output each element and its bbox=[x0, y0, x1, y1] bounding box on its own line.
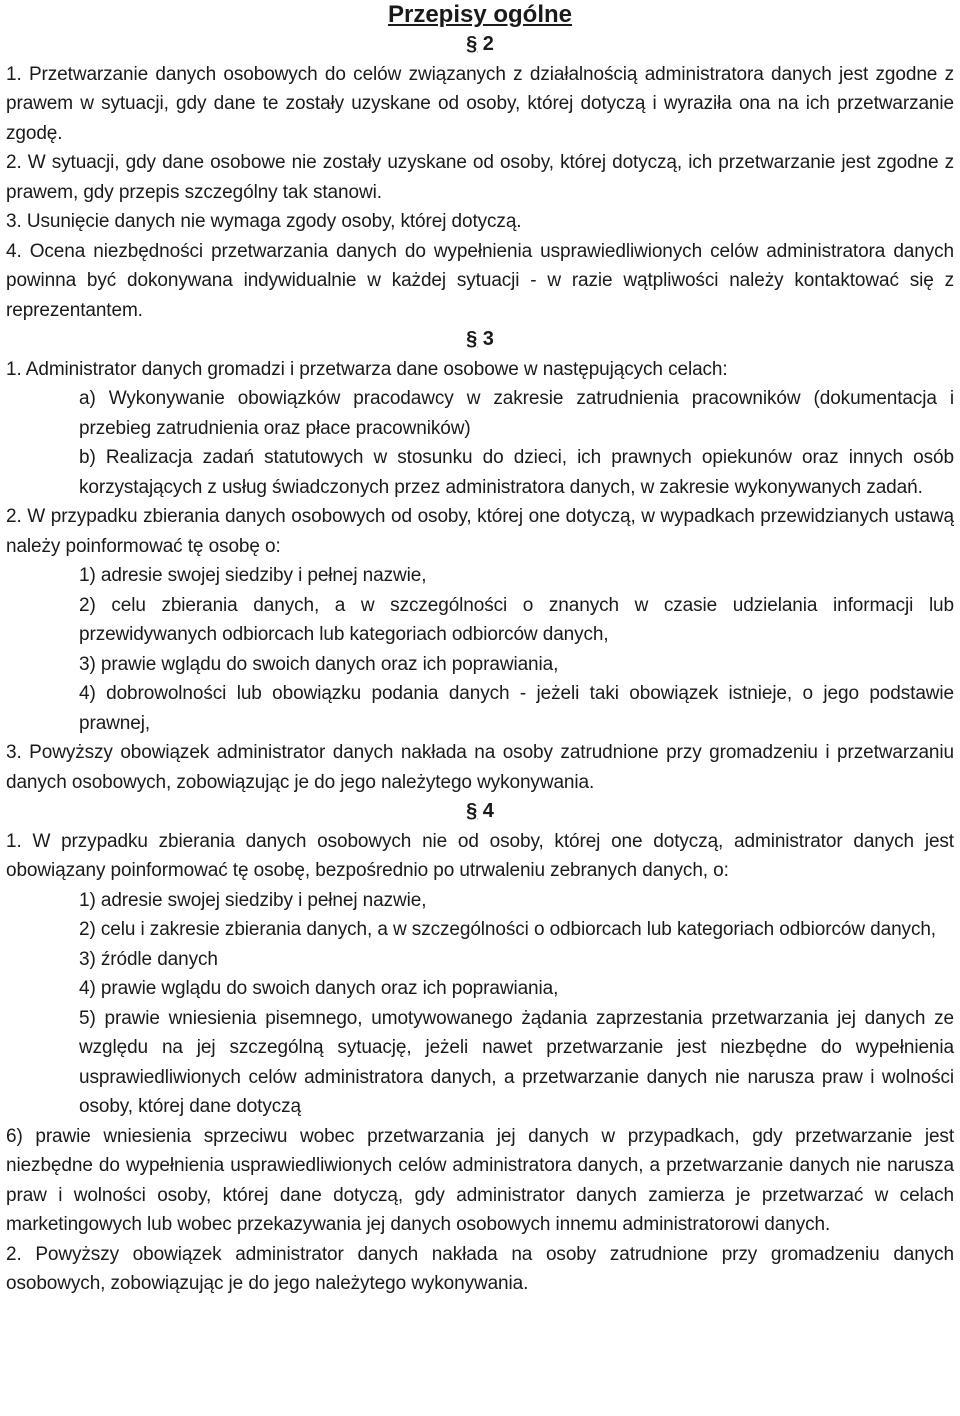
section-4-item-4: 4) prawie wglądu do swoich danych oraz ich poprawiania, bbox=[79, 978, 559, 999]
section-4-point-1: 1. W przypadku zbierania danych osobowych nie od osoby, której one dotyczą, administrator danych jest obowiązany poinformować tę osobę, bezpośrednio po utrwaleniu zebranych danych, o: bbox=[6, 830, 954, 881]
section-4-heading bbox=[6, 797, 954, 827]
section-4-point-2: 2. Powyższy obowiązek administrator danych nakłada na osoby zatrudnione przy gromadzeniu danych osobowych, zobowiązując je do jego należytego wykonywania. bbox=[6, 1243, 954, 1294]
section-3-point-2: 2. W przypadku zbierania danych osobowych od osoby, której one dotyczą, w wypadkach przewidzianych ustawą należy poinformować tę osobę o: bbox=[6, 506, 954, 557]
section-3-heading bbox=[6, 325, 954, 355]
section-3-item-b: b) Realizacja zadań statutowych w stosunku do dzieci, ich prawnych opiekunów oraz innych osób korzystających z usług świadczonych przez administratora danych, w zakresie wykonywanych zadań. bbox=[79, 447, 954, 498]
section-2-point-3: 3. Usunięcie danych nie wymaga zgody osoby, której dotyczą. bbox=[6, 211, 522, 232]
section-2-point-2: 2. W sytuacji, gdy dane osobowe nie zostały uzyskane od osoby, której dotyczą, ich przetwarzanie jest zgodne z prawem, gdy przepis szczególny tak stanowi. bbox=[6, 152, 954, 203]
section-3-item-4: 4) dobrowolności lub obowiązku podania danych - jeżeli taki obowiązek istnieje, o jego podstawie prawnej, bbox=[79, 683, 954, 734]
section-3-point-1: 1. Administrator danych gromadzi i przetwarza dane osobowe w następujących celach: bbox=[6, 358, 728, 380]
paragraph-sign: § bbox=[466, 800, 478, 822]
section-2-point-1: 1. Przetwarzanie danych osobowych do celów związanych z działalnością administratora danych jest zgodne z prawem w sytuacji, gdy dane te zostały uzyskane od osoby, której dotyczą i wyraziła ona na ich przetwarzanie zgodę. bbox=[6, 63, 954, 144]
section-3-item-a: a) Wykonywanie obowiązków pracodawcy w zakresie zatrudnienia pracowników (dokumentacja i przebieg zatrudnienia oraz płace pracowników) bbox=[79, 388, 954, 439]
section-2-heading bbox=[6, 30, 954, 60]
section-2-point-4: 4. Ocena niezbędności przetwarzania danych do wypełnienia usprawiedliwionych celów administratora danych powinna być dokonywana indywidualnie w każdej sytuacji - w razie wątpliwości należy kontaktować się z reprezentantem. bbox=[6, 240, 954, 321]
section-3-item-1: 1) adresie swojej siedziby i pełnej nazwie, bbox=[79, 565, 427, 586]
document-title: Przepisy ogólne bbox=[387, 1, 573, 28]
section-3-item-2: 2) celu zbierania danych, a w szczególności o znanych w czasie udzielania informacji lub przewidywanych odbiorcach lub kategoriach odbiorców danych, bbox=[79, 594, 954, 645]
section-4-item-1: 1) adresie swojej siedziby i pełnej nazwie, bbox=[79, 889, 427, 911]
section-3-point-3: 3. Powyższy obowiązek administrator danych nakłada na osoby zatrudnione przy gromadzeniu i przetwarzaniu danych osobowych, zobowiązując je do jego należytego wykonywania. bbox=[6, 742, 954, 793]
section-3-item-3: 3) prawie wglądu do swoich danych oraz ich poprawiania, bbox=[79, 653, 559, 675]
section-number: 2 bbox=[482, 33, 494, 55]
paragraph-sign: § bbox=[466, 33, 478, 55]
section-4-item-3: 3) źródle danych bbox=[79, 948, 218, 970]
section-4-item-6: 6) prawie wniesienia sprzeciwu wobec przetwarzania jej danych w przypadkach, gdy przetwarzanie jest niezbędne do wypełnienia usprawiedliwionych celów administratora danych, a przetwarzanie danych nie narusza praw i wolności osoby, której dane dotyczą, gdy administrator danych zamierza je przetwarzać w celach marketingowych lub wobec przekazywania jej danych osobowych innemu administratorowi danych. bbox=[6, 1125, 954, 1235]
section-number: 4 bbox=[482, 800, 494, 822]
section-number: 3 bbox=[482, 328, 494, 350]
section-4-item-2: 2) celu i zakresie zbierania danych, a w szczególności o odbiorcach lub kategoriach odbiorców danych, bbox=[79, 919, 936, 940]
paragraph-sign: § bbox=[466, 328, 478, 350]
section-4-item-5: 5) prawie wniesienia pisemnego, umotywowanego żądania zaprzestania przetwarzania jej danych ze względu na jej szczególną sytuację, jeżeli nawet przetwarzanie jest niezbędne do wypełnienia usprawiedliwionych celów administratora danych, a przetwarzanie danych nie narusza praw i wolności osoby, której dane dotyczą bbox=[79, 1007, 954, 1117]
